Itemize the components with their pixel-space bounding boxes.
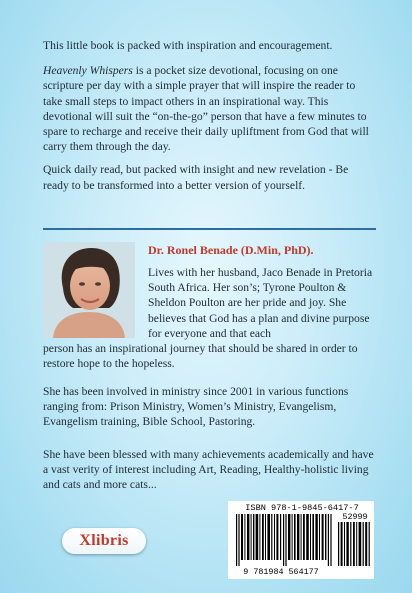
section-divider [43, 228, 376, 230]
price-code: 52999 [342, 512, 368, 522]
author-bio-intro: Lives with her husband, Jaco Benade in Pretoria South Africa. Her son’s; Tyrone Poulton & Sheldon Poulton are her pride and joy. She believes that God has a plan and divine purpose for everyone and that each [148, 266, 373, 340]
book-blurb [43, 38, 376, 201]
publisher-logo: Xlibris [62, 528, 146, 554]
blurb-lead: This little book is packed with inspiration and encouragement. [43, 39, 333, 52]
blurb-description [43, 63, 376, 154]
author-bio-achievements: She have been blessed with many achievements academically and have a vast verity of interest including Art, Reading, Healthy-holistic living and cats and more cats... [43, 448, 374, 492]
isbn-number: ISBN 978-1-9845-6417-7 [245, 503, 359, 513]
author-photo [43, 242, 135, 338]
price-barcode-bars [338, 522, 372, 566]
ean-number: 9 781984 564177 [243, 567, 319, 577]
book-title: Heavenly Whispers [43, 64, 133, 78]
blurb-closing: Quick daily read, but packed with insight and new revelation - Be ready to be transformed into a better version of yourself. [43, 163, 349, 192]
author-name: Dr. Ronel Benade (D.Min, PhD). [148, 243, 314, 257]
blurb-description-text: is a pocket size devotional, focusing on one scripture per day with a simple prayer that will inspire the reader to take small steps to impact others in an inspirational way. This devotional will suit the “on-the-go” person that have a few minutes to spare to recharge and receive their daily upliftment from God that will carry them through the day. [43, 64, 369, 154]
ean-barcode-bars [236, 514, 334, 566]
author-bio-intro-continued: person has an inspirational journey that should be shared in order to restore hope to the hopeless. [43, 342, 358, 371]
author-bio-ministry: She has been involved in ministry since 2001 in various functions ranging from: Prison Ministry, Women’s Ministry, Evangelism, Evangelism training, Bible School, Pastoring. [43, 385, 349, 429]
